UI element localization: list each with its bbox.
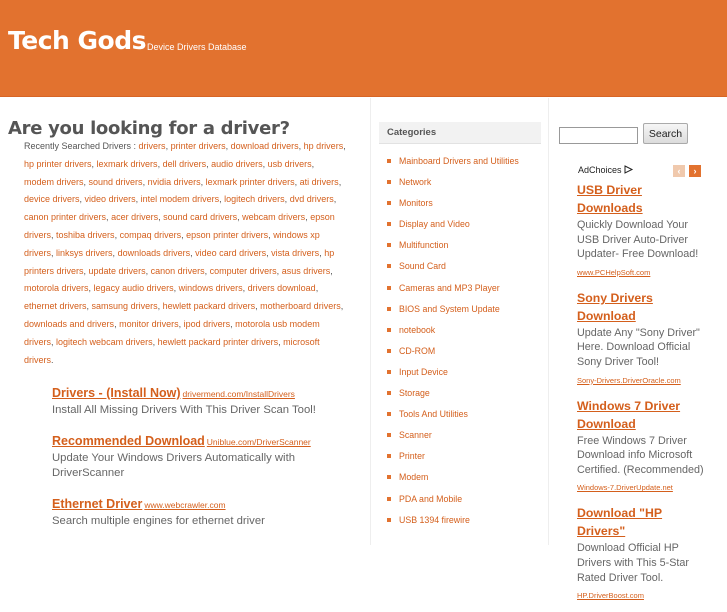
recent-search-link[interactable]: nvidia drivers [147, 176, 201, 187]
ad-item [52, 384, 352, 419]
category-link[interactable]: Tools And Utilities [399, 409, 468, 420]
category-link[interactable]: Cameras and MP3 Player [399, 282, 500, 293]
column-divider [370, 98, 371, 545]
link-separator: , [112, 247, 118, 258]
category-link[interactable]: Sound Card [399, 261, 446, 272]
link-separator: , [173, 283, 179, 294]
page-title: Are you looking for a driver? [8, 118, 290, 139]
ad-title-link[interactable]: Recommended Download [52, 433, 205, 448]
link-separator: , [333, 194, 337, 205]
adchoices[interactable] [578, 165, 633, 175]
category-item[interactable] [379, 193, 541, 214]
category-item[interactable] [379, 172, 541, 193]
recent-search-link[interactable]: usb drivers [267, 158, 312, 169]
recent-search-link[interactable]: canon printer drivers [24, 212, 107, 223]
link-separator: , [51, 229, 57, 240]
bullet-icon [387, 180, 391, 184]
link-separator: , [340, 301, 344, 312]
recent-search-link[interactable]: samsung drivers [91, 301, 158, 312]
link-separator: , [83, 176, 89, 187]
category-item[interactable] [379, 320, 541, 341]
recent-searches [24, 138, 346, 369]
recent-searches-label: Recently Searched Drivers : [24, 141, 139, 151]
link-separator: , [190, 247, 196, 258]
site-header [0, 0, 727, 97]
sidebar-ad-title-link[interactable]: USB Driver Downloads [577, 183, 643, 215]
category-item[interactable] [379, 278, 541, 299]
link-separator: , [157, 158, 163, 169]
recent-search-link[interactable]: acer drivers [111, 212, 159, 223]
link-separator: , [255, 301, 261, 312]
category-link[interactable]: Input Device [399, 366, 448, 377]
recent-search-link[interactable]: ati drivers [299, 176, 339, 187]
recent-search-link[interactable]: drivers [138, 141, 166, 151]
category-link[interactable]: USB 1394 firewire [399, 514, 470, 525]
link-separator: , [158, 212, 164, 223]
category-item[interactable] [379, 299, 541, 320]
link-separator: , [114, 229, 120, 240]
site-tagline: Device Drivers Database [147, 42, 247, 52]
recent-search-link[interactable]: windows drivers [178, 283, 243, 294]
category-link[interactable]: BIOS and System Update [399, 303, 500, 314]
link-separator: , [178, 318, 184, 329]
category-link[interactable]: Scanner [399, 430, 432, 441]
ad-item [52, 495, 352, 530]
sidebar-ad-description: Free Windows 7 Driver Download info Microsoft Certified. (Recommended) [577, 434, 704, 476]
link-separator: , [338, 176, 342, 187]
link-separator: , [142, 176, 148, 187]
categories-heading: Categories [379, 122, 541, 144]
bullet-icon [387, 349, 391, 353]
link-separator: , [305, 212, 311, 223]
category-item[interactable] [379, 467, 541, 488]
recent-search-link[interactable]: computer drivers [209, 265, 277, 276]
recent-search-link[interactable]: epson drivers [24, 212, 335, 240]
recent-search-link[interactable]: vista drivers [271, 247, 320, 258]
ad-block-sidebar [577, 181, 707, 612]
link-separator: , [83, 265, 89, 276]
recent-search-link[interactable]: hp drivers [303, 141, 344, 151]
recent-links-list [24, 141, 346, 365]
link-separator: , [86, 301, 92, 312]
link-separator: , [152, 336, 158, 347]
bullet-icon [387, 391, 391, 395]
category-link[interactable]: PDA and Mobile [399, 493, 463, 504]
bullet-icon [387, 159, 391, 163]
search-button[interactable]: Search [643, 123, 688, 144]
recent-search-link[interactable]: canon drivers [150, 265, 205, 276]
link-separator: , [157, 301, 163, 312]
category-link[interactable]: Display and Video [399, 219, 470, 230]
bullet-icon [387, 201, 391, 205]
ad-item [52, 432, 352, 482]
recent-search-link[interactable]: sound drivers [88, 176, 143, 187]
category-item[interactable] [379, 256, 541, 277]
sidebar-ad-item [577, 289, 707, 388]
sidebar-ad-description: Download Official HP Drivers with This 5-Star Rated Driver Tool. [577, 542, 689, 584]
category-item[interactable] [379, 341, 541, 362]
ad-title-link[interactable]: Ethernet Driver [52, 496, 143, 511]
sidebar-ad-title-link[interactable]: Windows 7 Driver Download [577, 398, 681, 431]
sidebar-ad-description: Quickly Download Your USB Driver Auto-Driver Updater- Free Download! [577, 219, 699, 261]
link-separator: , [284, 194, 290, 205]
bullet-icon [387, 328, 391, 332]
categories-list [379, 151, 541, 531]
link-separator: , [91, 158, 97, 169]
link-separator: , [165, 141, 171, 151]
ads-next-button[interactable]: › [689, 165, 701, 177]
recent-search-link[interactable]: video card drivers [195, 247, 267, 258]
ad-description: Search multiple engines for ethernet driver [52, 514, 265, 527]
link-separator: , [225, 141, 231, 151]
category-link[interactable]: CD-ROM [399, 345, 436, 356]
recent-search-link[interactable]: audio drivers [211, 158, 263, 169]
recent-search-link[interactable]: asus drivers [281, 265, 331, 276]
recent-search-link[interactable]: epson printer drivers [186, 229, 269, 240]
bullet-icon [387, 412, 391, 416]
ad-description: Install All Missing Drivers With This Driver Scan Tool! [52, 404, 316, 416]
ad-url-link[interactable]: Uniblue.com/DriverScanner [206, 436, 311, 447]
recent-search-link[interactable]: motorola usb modem drivers [24, 318, 320, 347]
sidebar-ad-item [577, 181, 707, 280]
category-link[interactable]: Multifunction [399, 240, 449, 251]
link-separator: , [200, 176, 206, 187]
category-link[interactable]: Network [399, 177, 432, 188]
category-item[interactable] [379, 383, 541, 404]
bullet-icon [387, 370, 391, 374]
ad-description: Update Your Windows Drivers Automatically with DriverScanner [52, 451, 295, 479]
category-link[interactable]: notebook [399, 324, 436, 335]
link-separator: , [315, 283, 319, 294]
recent-search-link[interactable]: dell drivers [162, 158, 207, 169]
link-separator: . [51, 354, 54, 365]
link-separator: , [79, 194, 85, 205]
bullet-icon [387, 497, 391, 501]
recent-search-link[interactable]: logitech webcam drivers [56, 336, 153, 347]
category-link[interactable]: Printer [399, 451, 425, 462]
recent-search-link[interactable]: downloads drivers [117, 247, 191, 258]
recent-search-link[interactable]: webcam drivers [242, 212, 306, 223]
sidebar-ad-url-link[interactable]: www.PCHelpSoft.com [577, 267, 651, 277]
link-separator: , [319, 247, 325, 258]
link-separator: , [262, 158, 268, 169]
category-item[interactable] [379, 404, 541, 425]
bullet-icon [387, 307, 391, 311]
recent-search-link[interactable]: downloads and drivers [24, 318, 115, 329]
recent-search-link[interactable]: monitor drivers [119, 318, 179, 329]
ad-url-link[interactable]: www.webcrawler.com [144, 499, 226, 510]
recent-search-link[interactable]: video drivers [84, 194, 136, 205]
link-separator: , [242, 283, 248, 294]
bullet-icon [387, 518, 391, 522]
recent-search-link[interactable]: motherboard drivers [260, 301, 341, 312]
link-separator: , [276, 265, 282, 276]
sidebar-ad-title-link[interactable]: Sony Drivers Download [577, 290, 653, 323]
main-content [0, 98, 370, 545]
link-separator: , [330, 265, 333, 276]
recent-search-link[interactable]: legacy audio drivers [93, 283, 174, 294]
category-item[interactable] [379, 214, 541, 235]
recent-search-link[interactable]: download drivers [230, 141, 299, 151]
sidebar-ad-description: Update Any "Sony Driver" Here. Download Official Sony Driver Tool! [577, 326, 700, 368]
category-item[interactable] [379, 446, 541, 467]
link-separator: , [298, 141, 304, 151]
sidebar-ad-url-link[interactable]: Windows-7.DriverUpdate.net [577, 483, 673, 493]
site-title-link[interactable]: Tech Gods [8, 26, 146, 55]
adchoices-label: AdChoices [578, 165, 622, 175]
ads-prev-button[interactable]: ‹ [673, 165, 685, 177]
link-separator: , [268, 229, 274, 240]
link-separator: , [88, 283, 94, 294]
bullet-icon [387, 286, 391, 290]
recent-search-link[interactable]: compaq drivers [119, 229, 182, 240]
categories-panel [379, 122, 541, 531]
recent-search-link[interactable]: lexmark drivers [96, 158, 158, 169]
link-separator: , [311, 158, 315, 169]
recent-search-link[interactable]: drivers download [247, 283, 316, 294]
recent-search-link[interactable]: ethernet drivers [24, 301, 87, 312]
link-separator: , [204, 265, 210, 276]
recent-search-link[interactable]: windows xp drivers [24, 229, 320, 258]
recent-search-link[interactable]: lexmark printer drivers [205, 176, 295, 187]
link-separator: , [294, 176, 300, 187]
category-item[interactable] [379, 362, 541, 383]
category-link[interactable]: Modem [399, 472, 429, 483]
recent-search-link[interactable]: printer drivers [170, 141, 226, 151]
recent-search-link[interactable]: sound card drivers [163, 212, 238, 223]
category-link[interactable]: Mainboard Drivers and Utilities [399, 156, 519, 166]
recent-search-link[interactable]: hp printers drivers [24, 247, 335, 276]
category-item[interactable] [379, 235, 541, 256]
category-item[interactable] [379, 151, 541, 172]
link-separator: , [106, 212, 112, 223]
link-separator: , [181, 229, 187, 240]
ad-title-link[interactable]: Drivers - (Install Now) [52, 386, 181, 400]
link-separator: , [278, 336, 284, 347]
recent-search-link[interactable]: hp printer drivers [24, 158, 92, 169]
link-separator: , [219, 194, 225, 205]
link-separator: , [266, 247, 272, 258]
recent-search-link[interactable]: intel modem drivers [140, 194, 220, 205]
adchoices-icon [624, 165, 633, 174]
ad-block-main [52, 384, 352, 542]
link-separator: , [237, 212, 243, 223]
recent-search-link[interactable]: modem drivers [24, 176, 84, 187]
bullet-icon [387, 433, 391, 437]
recent-search-link[interactable]: hewlett packard printer drivers [157, 336, 279, 347]
sidebar-ad-url-link[interactable]: HP.DriverBoost.com [577, 591, 644, 601]
sidebar-ad-title-link[interactable]: Download "HP Drivers" [577, 506, 663, 539]
recent-search-link[interactable]: microsoft drivers [24, 336, 320, 365]
recent-search-link[interactable]: update drivers [88, 265, 146, 276]
ad-url-link[interactable]: drivermend.com/InstallDrivers [182, 389, 295, 399]
sidebar-ad-item [577, 397, 707, 496]
bullet-icon [387, 264, 391, 268]
bullet-icon [387, 454, 391, 458]
recent-search-link[interactable]: hewlett packard drivers [162, 301, 256, 312]
link-separator: , [343, 141, 346, 151]
recent-search-link[interactable]: ipod drivers [183, 318, 231, 329]
category-item[interactable] [379, 510, 541, 531]
bullet-icon [387, 243, 391, 247]
recent-search-link[interactable]: toshiba drivers [56, 229, 115, 240]
category-item[interactable] [379, 489, 541, 510]
recent-search-link[interactable]: dvd drivers [289, 194, 334, 205]
link-separator: , [135, 194, 141, 205]
recent-search-link[interactable]: logitech drivers [224, 194, 285, 205]
category-link[interactable]: Storage [399, 388, 430, 399]
link-separator: , [51, 247, 57, 258]
category-link[interactable]: Monitors [399, 198, 433, 209]
recent-search-link[interactable]: device drivers [24, 194, 80, 205]
bullet-icon [387, 222, 391, 226]
link-separator: , [145, 265, 151, 276]
sidebar-ad-url-link[interactable]: Sony-Drivers.DriverOracle.com [577, 375, 681, 385]
link-separator: , [51, 336, 57, 347]
category-item[interactable] [379, 425, 541, 446]
recent-search-link[interactable]: motorola drivers [24, 283, 89, 294]
link-separator: , [230, 318, 236, 329]
search-input[interactable] [559, 127, 638, 144]
recent-search-link[interactable]: linksys drivers [56, 247, 113, 258]
link-separator: , [206, 158, 212, 169]
bullet-icon [387, 475, 391, 479]
link-separator: , [114, 318, 120, 329]
column-divider [548, 98, 549, 545]
sidebar-ad-item [577, 504, 707, 603]
